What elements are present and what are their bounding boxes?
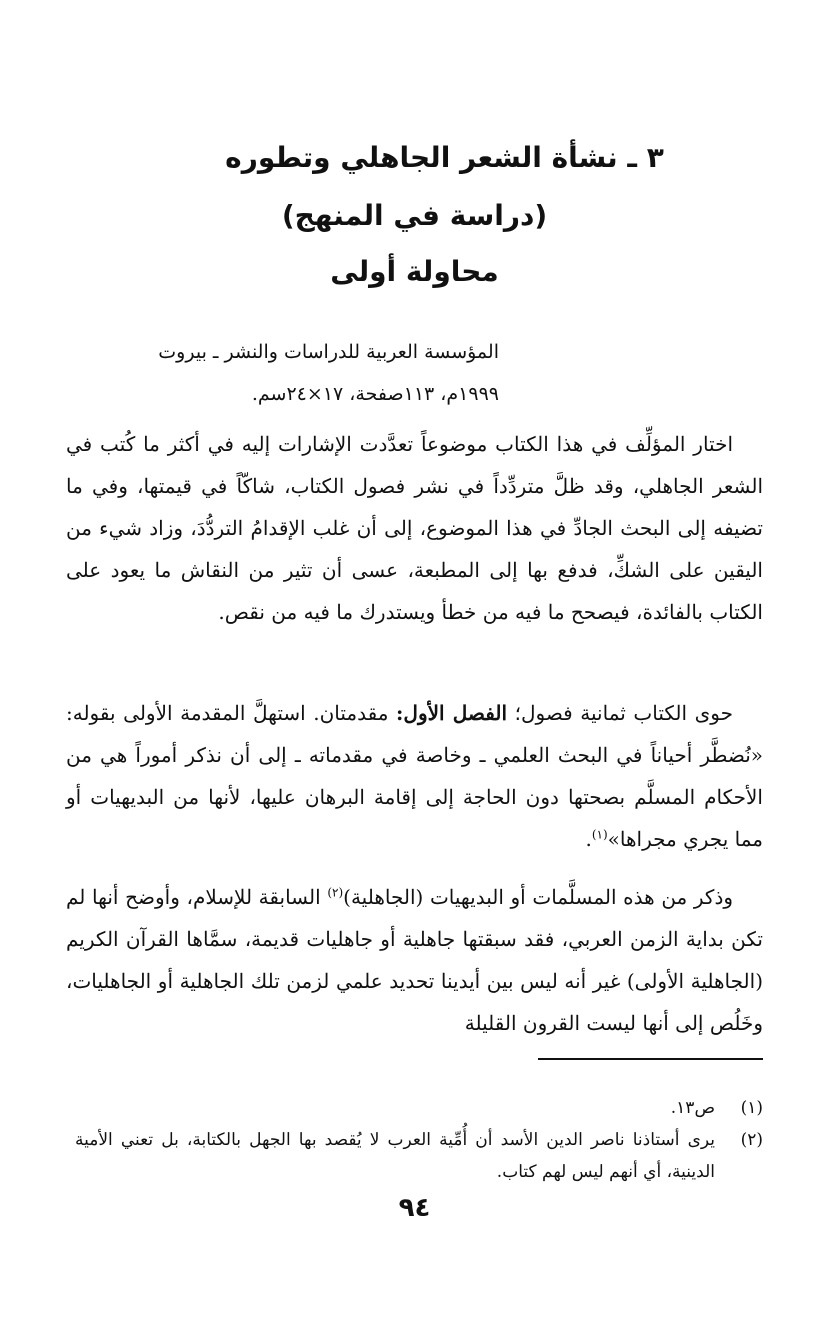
chapter-one-label: الفصل الأول: xyxy=(396,701,508,725)
footnote-ref-2: (٢) xyxy=(327,885,344,900)
paragraph-1: اختار المؤلِّف في هذا الكتاب موضوعاً تعدَّدت الإشارات إليه في أكثر ما كُتب في الشعر الجاهلي، وقد ظلَّ متردِّداً في نشر فصول الكتاب، شاكّاً في قيمتها، وفي ما تضيفه إلى البحث الجادِّ في هذا الموضوع، إلى أن غلب الإقدامُ التردُّدَ، وزاد شيء من اليقين على الشكِّ، فدفع بها إلى المطبعة، عسى أن تثير من النقاش ما يعود على الكتاب بالفائدة، فيصحح ما فيه من خطأ ويستدرك ما فيه من نقص. xyxy=(66,432,763,624)
page-number: ٩٤ xyxy=(398,1193,431,1223)
footnote-2-number: (٢) xyxy=(740,1130,763,1150)
paragraph-2-end: . xyxy=(585,827,592,851)
footnote-ref-1: (١) xyxy=(591,827,608,842)
publication-details: ١٩٩٩م، ١١٣صفحة، ١٧×٢٤سم. xyxy=(251,383,499,405)
paragraph-3 xyxy=(66,876,763,1044)
chapter-title: ٣ ـ نشأة الشعر الجاهلي وتطوره xyxy=(225,141,664,174)
footnote-separator xyxy=(538,1058,763,1060)
paragraph-3-body: السابقة للإسلام، وأوضح أنها لم تكن بداية الزمن العربي، فقد سبقتها جاهلية أو جاهليات قديمة، سمَّاها القرآن الكريم (الجاهلية الأولى) غير أنه ليس بين أيدينا تحديد علمي لزمن تلك الجاهلية أو الجاهليات، وخَلُص إلى أنها ليست القرون القليلة xyxy=(66,885,763,1035)
footnote-1-number: (١) xyxy=(740,1098,763,1118)
footnote-2-text: يرى أستاذنا ناصر الدين الأسد أن أُمِّية العرب لا يُقصد بها الجهل بالكتابة، بل تعني الأمية الدينية، أي أنهم ليس لهم كتاب. xyxy=(75,1130,715,1182)
chapter-tagline: محاولة أولى xyxy=(330,255,499,288)
footnote-1-text: ص١٣. xyxy=(670,1098,715,1118)
paragraph-2 xyxy=(66,692,763,860)
footnote-1 xyxy=(63,1092,763,1124)
paragraph-2-intro: حوى الكتاب ثمانية فصول؛ xyxy=(514,701,733,725)
footnote-2 xyxy=(63,1124,763,1188)
paragraph-3-start: وذكر من هذه المسلَّمات أو البديهيات (الجاهلية) xyxy=(343,885,734,909)
paragraph-2-body: مقدمتان. استهلَّ المقدمة الأولى بقوله: «نُضطَّر أحياناً في البحث العلمي ـ وخاصة في مقدماته ـ إلى أن نذكر أموراً هي من الأحكام المسلَّم بصحتها دون الحاجة إلى إقامة البرهان عليها، لأنها من البديهيات أو مما يجري مجراها» xyxy=(66,701,763,851)
chapter-subtitle: (دراسة في المنهج) xyxy=(281,199,548,232)
publisher-line: المؤسسة العربية للدراسات والنشر ـ بيروت xyxy=(158,341,499,363)
